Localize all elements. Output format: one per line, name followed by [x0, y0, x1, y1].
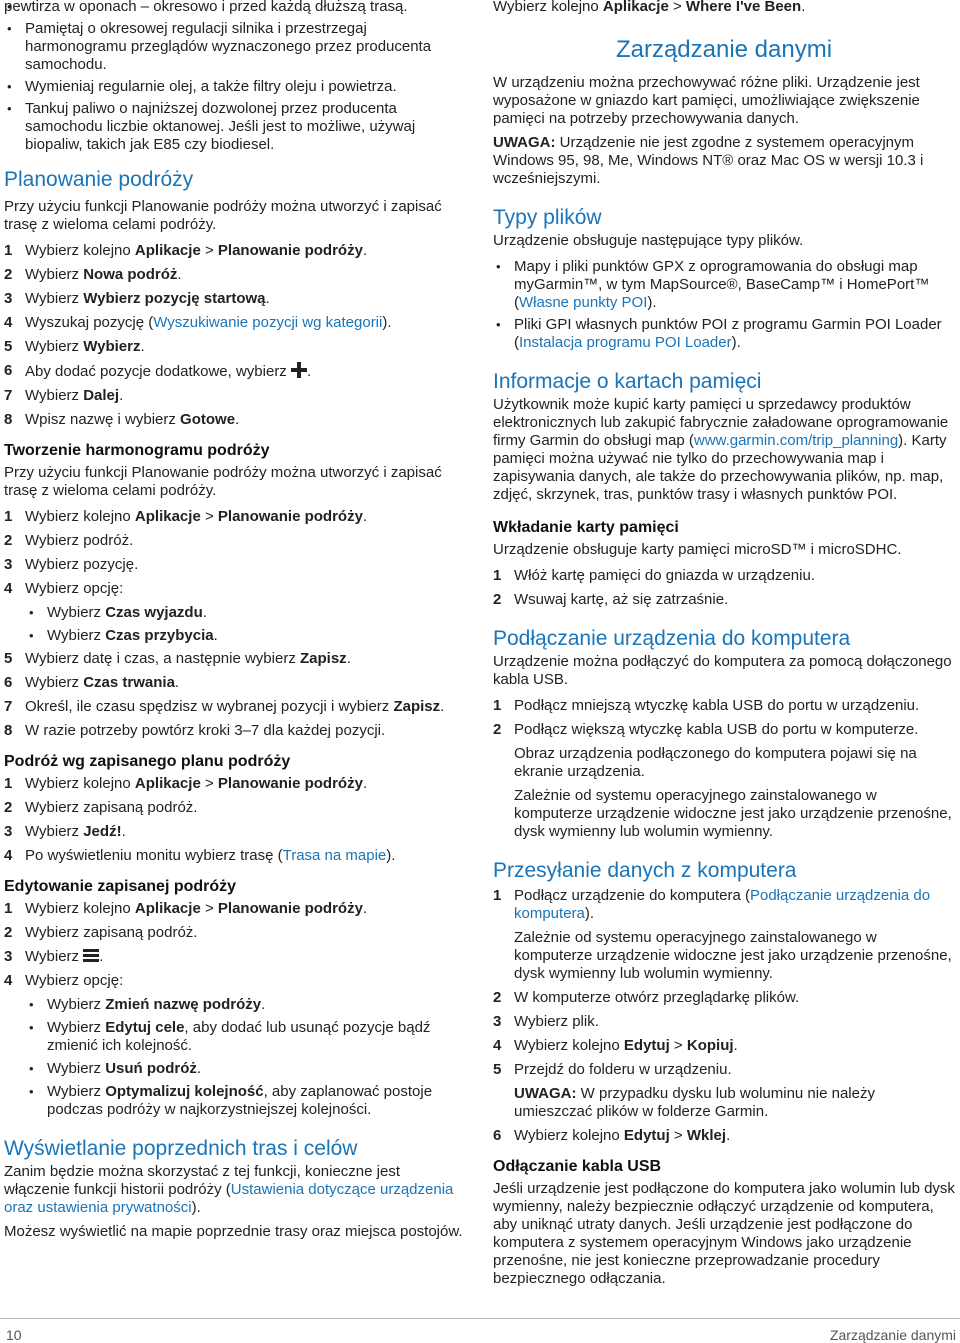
- step-number: 4: [4, 972, 13, 989]
- schedule-steps: [4, 508, 466, 598]
- paragraph: Wybierz kolejno Aplikacje > Where I've Been.: [493, 0, 806, 15]
- step-number: 3: [4, 556, 13, 573]
- schedule-options: [4, 604, 466, 645]
- list-item: • Wybierz Usuń podróż.: [26, 1060, 466, 1078]
- transfer-steps-end: [493, 1127, 955, 1145]
- insert-card-steps: [493, 567, 955, 609]
- menu-icon: [83, 949, 99, 963]
- list-item: • Wybierz Zmień nazwę podróży.: [26, 996, 466, 1014]
- step-number: 2: [4, 924, 13, 941]
- step: 1 Podłącz urządzenie do komputera (Podłączanie urządzenia do komputera).: [493, 887, 931, 922]
- paragraph: Przy użyciu funkcji Planowanie podróży można utworzyć i zapisać trasę z wieloma celami podróży.: [4, 464, 442, 499]
- step: 4 Po wyświetleniu monitu wybierz trasę (Trasa na mapie).: [4, 847, 396, 864]
- step-number: 6: [4, 674, 13, 691]
- step: 4 Wybierz opcję:: [4, 580, 124, 597]
- section-title-edit-trip: Edytowanie zapisanej podróży: [4, 878, 237, 895]
- step-number: 6: [4, 362, 13, 379]
- step-number: 7: [4, 698, 13, 715]
- list-item: • Mapy i pliki punktów GPX z oprogramowania do obsługi map myGarmin™, w tym MapSource®, BaseCamp™ i HomePort™ (Własne punkty POI).: [493, 258, 955, 312]
- step-number: 1: [493, 567, 502, 584]
- step: 1 Wybierz kolejno Aplikacje > Planowanie podróży.: [4, 242, 368, 259]
- saved-trip-steps: [4, 775, 466, 865]
- left-column: [4, 0, 466, 1245]
- paragraph: Zanim będzie można skorzystać z tej funkcji, konieczne jest włączenie funkcji historii podróży (Ustawienia dotyczące urządzenia oraz ustawienia prywatności).: [4, 1163, 454, 1216]
- section-title-history: Wyświetlanie poprzednich tras i celów: [4, 1137, 358, 1160]
- list-item: • Wybierz Czas wyjazdu.: [26, 604, 466, 622]
- step-number: 3: [4, 290, 13, 307]
- step: 8 Wpisz nazwę i wybierz Gotowe.: [4, 411, 240, 428]
- step-number: 3: [493, 1013, 502, 1030]
- step-number: 1: [493, 697, 502, 714]
- section-title-saved-trip: Podróż wg zapisanego planu podróży: [4, 753, 291, 770]
- section-title-schedule: Tworzenie harmonogramu podróży: [4, 442, 270, 459]
- step-number: 8: [4, 411, 13, 428]
- section-title-file-types: Typy plików: [493, 206, 602, 229]
- note: UWAGA: W przypadku dysku lub woluminu nie należy umieszczać plików w folderze Garmin.: [514, 1085, 875, 1120]
- step-number: 4: [4, 314, 13, 331]
- step: 6 Aby dodać pozycje dodatkowe, wybierz .: [4, 362, 312, 380]
- plus-icon: [291, 362, 307, 378]
- step-number: 7: [4, 387, 13, 404]
- paragraph: W urządzeniu można przechowywać różne pliki. Urządzenie jest wyposażone w gniazdo kart pamięci, umożliwiające zwiększenie pamięci na potrzeby przechowywania danych.: [493, 74, 920, 127]
- file-types-list: [493, 258, 955, 352]
- step-number: 5: [493, 1061, 502, 1078]
- page-number: 10: [6, 1327, 22, 1343]
- edit-options: [4, 996, 466, 1119]
- step: 8 W razie potrzeby powtórz kroki 3–7 dla każdej pozycji.: [4, 722, 386, 739]
- link-privacy-settings[interactable]: Ustawienia dotyczące urządzenia oraz ustawienia prywatności: [4, 1181, 454, 1216]
- step: 3 Wybierz Jedź!.: [4, 823, 126, 840]
- paragraph: Jeśli urządzenie jest podłączone do komputera jako wolumin lub dysk wymienny, należy bezpiecznie odłączyć urządzenie od komputera, aby uniknąć utraty danych. Jeśli urządzenie jest podłączone do komputera z systemem operacyjnym Windows jako urządzenie przenośne, nie jest konieczne przeprowadzanie procedury bezpiecznego odłączania.: [493, 1180, 955, 1287]
- step: 1 Wybierz kolejno Aplikacje > Planowanie podróży.: [4, 508, 368, 525]
- step-number: 2: [4, 532, 13, 549]
- step-number: 3: [4, 948, 13, 965]
- step: 1 Włóż kartę pamięci do gniazda w urządzeniu.: [493, 567, 815, 584]
- list-item: • Tankuj paliwo o najniższej dozwolonej przez producenta samochodu liczbie oktanowej. Jeśli jest to możliwe, używaj biopaliw, takich jak E85 czy biodiesel.: [4, 100, 466, 154]
- step-number: 5: [4, 650, 13, 667]
- step: 6 Wybierz kolejno Edytuj > Wklej.: [493, 1127, 731, 1144]
- step: 3 Wybierz .: [4, 948, 104, 965]
- paragraph: Możesz wyświetlić na mapie poprzednie trasy oraz miejsca postojów.: [4, 1223, 463, 1240]
- link-route-on-map[interactable]: Trasa na mapie: [282, 847, 387, 864]
- step-result: Obraz urządzenia podłączonego do komputera pojawi się na ekranie urządzenia.: [514, 745, 917, 780]
- chapter-title-data-management: Zarządzanie danymi: [615, 36, 833, 63]
- step: 5 Przejdź do folderu w urządzeniu.: [493, 1061, 732, 1078]
- step: 3 Wybierz Wybierz pozycję startową.: [4, 290, 270, 307]
- step-number: 1: [4, 900, 13, 917]
- step-number: 8: [4, 722, 13, 739]
- transfer-steps-cont: [493, 989, 955, 1079]
- section-title-connect-computer: Podłączanie urządzenia do komputera: [493, 627, 851, 650]
- section-title-insert-card: Wkładanie karty pamięci: [493, 519, 679, 536]
- step-number: 2: [493, 591, 502, 608]
- step: 3 Wybierz plik.: [493, 1013, 599, 1030]
- step: 7 Określ, ile czasu spędzisz w wybranej pozycji i wybierz Zapisz.: [4, 698, 445, 715]
- step: 5 Wybierz datę i czas, a następnie wybierz Zapisz.: [4, 650, 351, 667]
- step: 1 Podłącz mniejszą wtyczkę kabla USB do portu w urządzeniu.: [493, 697, 920, 714]
- schedule-steps-cont: [4, 650, 466, 740]
- step-number: 2: [493, 721, 502, 738]
- link-poi-loader[interactable]: Instalacja programu POI Loader: [519, 334, 732, 351]
- step-number: 5: [4, 338, 13, 355]
- list-item: • pewtirza w oponach – okresowo i przed każdą dłuższą trasą.: [4, 0, 466, 16]
- step: 3 Wybierz pozycję.: [4, 556, 139, 573]
- list-item: • Wybierz Optymalizuj kolejność, aby zaplanować postoje podczas podróży w najkorzystniejszej kolejności.: [26, 1083, 466, 1119]
- section-title-transfer-data: Przesyłanie danych z komputera: [493, 859, 797, 882]
- step-result: Zależnie od systemu operacyjnego zainstalowanego w komputerze urządzenie widoczne jest jako urządzenie przenośne, dysk wymienny lub wolumin wymienny.: [514, 787, 952, 840]
- paragraph: Urządzenie obsługuje następujące typy plików.: [493, 232, 804, 249]
- step: 4 Wybierz opcję:: [4, 972, 124, 989]
- step-number: 1: [493, 887, 502, 904]
- section-title-trip-planning: Planowanie podróży: [4, 168, 194, 191]
- note: UWAGA: Urządzenie nie jest zgodne z systemem operacyjnym Windows 95, 98, Me, Windows NT® oraz Mac OS w wersji 10.3 i wcześniejszymi.: [493, 134, 924, 187]
- step-number: 1: [4, 242, 13, 259]
- step: 2 Wybierz zapisaną podróż.: [4, 924, 198, 941]
- paragraph: Użytkownik może kupić karty pamięci u sprzedawcy produktów elektronicznych lub zakupić fabrycznie załadowane oprogramowanie firmy Garmin do obsługi map (www.garmin.com/trip_planning). Karty pamięci można używać nie tylko do przechowywania map i zapisywania danych, ale także do przechowywania plików, np. map, zdjęć, skrzynek, tras, punktów trasy i własnych punktów POI.: [493, 396, 949, 503]
- paragraph: Urządzenie można podłączyć do komputera za pomocą dołączonego kabla USB.: [493, 653, 952, 688]
- paragraph: Urządzenie obsługuje karty pamięci microSD™ i microSDHC.: [493, 541, 902, 558]
- step: 2 Wsuwaj kartę, aż się zatrzaśnie.: [493, 591, 729, 608]
- list-item: • Wymieniaj regularnie olej, a także filtry oleju i powietrza.: [4, 78, 466, 96]
- link-category-search[interactable]: Wyszukiwanie pozycji wg kategorii: [153, 314, 383, 331]
- footer-section-title: Zarządzanie danymi: [829, 1327, 956, 1343]
- step: 2 Wybierz Nowa podróż.: [4, 266, 182, 283]
- step-number: 2: [4, 266, 13, 283]
- step: 5 Wybierz Wybierz.: [4, 338, 145, 355]
- step: 1 Wybierz kolejno Aplikacje > Planowanie podróży.: [4, 900, 368, 917]
- step-number: 1: [4, 508, 13, 525]
- right-column: [493, 0, 955, 1292]
- edit-trip-steps: [4, 900, 466, 990]
- step: 2 Wybierz zapisaną podróż.: [4, 799, 198, 816]
- connect-steps: [493, 697, 955, 739]
- page-footer: [0, 1318, 960, 1343]
- step-number: 4: [4, 580, 13, 597]
- step: 7 Wybierz Dalej.: [4, 387, 124, 404]
- maintenance-tips-list: [4, 0, 466, 154]
- step: 2 Wybierz podróż.: [4, 532, 134, 549]
- step: 2 W komputerze otwórz przeglądarkę plików.: [493, 989, 800, 1006]
- step-number: 4: [493, 1037, 502, 1054]
- step-result: Zależnie od systemu operacyjnego zainstalowanego w komputerze urządzenie widoczne jest jako urządzenie przenośne, dysk wymienny lub wolumin wymienny.: [514, 929, 952, 982]
- step-number: 2: [493, 989, 502, 1006]
- list-item: • Wybierz Edytuj cele, aby dodać lub usunąć pozycje bądź zmienić ich kolejność.: [26, 1019, 466, 1055]
- link-connect-computer[interactable]: Podłączanie urządzenia do komputera: [514, 887, 931, 922]
- step: 2 Podłącz większą wtyczkę kabla USB do portu w komputerze.: [493, 721, 919, 738]
- list-item: • Pliki GPI własnych punktów POI z programu Garmin POI Loader (Instalacja programu POI Loader).: [493, 316, 955, 352]
- step-number: 1: [4, 775, 13, 792]
- step-number: 3: [4, 823, 13, 840]
- trip-planning-steps: [4, 242, 466, 429]
- step-number: 2: [4, 799, 13, 816]
- step-number: 6: [493, 1127, 502, 1144]
- list-item: • Wybierz Czas przybycia.: [26, 627, 466, 645]
- list-item: • Pamiętaj o okresowej regulacji silnika i przestrzegaj harmonogramu przeglądów wyznaczonego przez producenta samochodu.: [4, 20, 466, 74]
- step: 4 Wybierz kolejno Edytuj > Kopiuj.: [493, 1037, 738, 1054]
- section-title-memory-cards: Informacje o kartach pamięci: [493, 370, 762, 393]
- paragraph: Przy użyciu funkcji Planowanie podróży można utworzyć i zapisać trasę z wieloma celami podróży.: [4, 198, 442, 233]
- step: 6 Wybierz Czas trwania.: [4, 674, 180, 691]
- transfer-steps: [493, 887, 955, 923]
- link-trip-planning-url[interactable]: www.garmin.com/trip_planning: [693, 432, 899, 449]
- step-number: 4: [4, 847, 13, 864]
- step: 4 Wyszukaj pozycję (Wyszukiwanie pozycji wg kategorii).: [4, 314, 392, 331]
- section-title-disconnect-usb: Odłączanie kabla USB: [493, 1158, 662, 1175]
- link-custom-poi[interactable]: Własne punkty POI: [519, 294, 648, 311]
- step: 1 Wybierz kolejno Aplikacje > Planowanie podróży.: [4, 775, 368, 792]
